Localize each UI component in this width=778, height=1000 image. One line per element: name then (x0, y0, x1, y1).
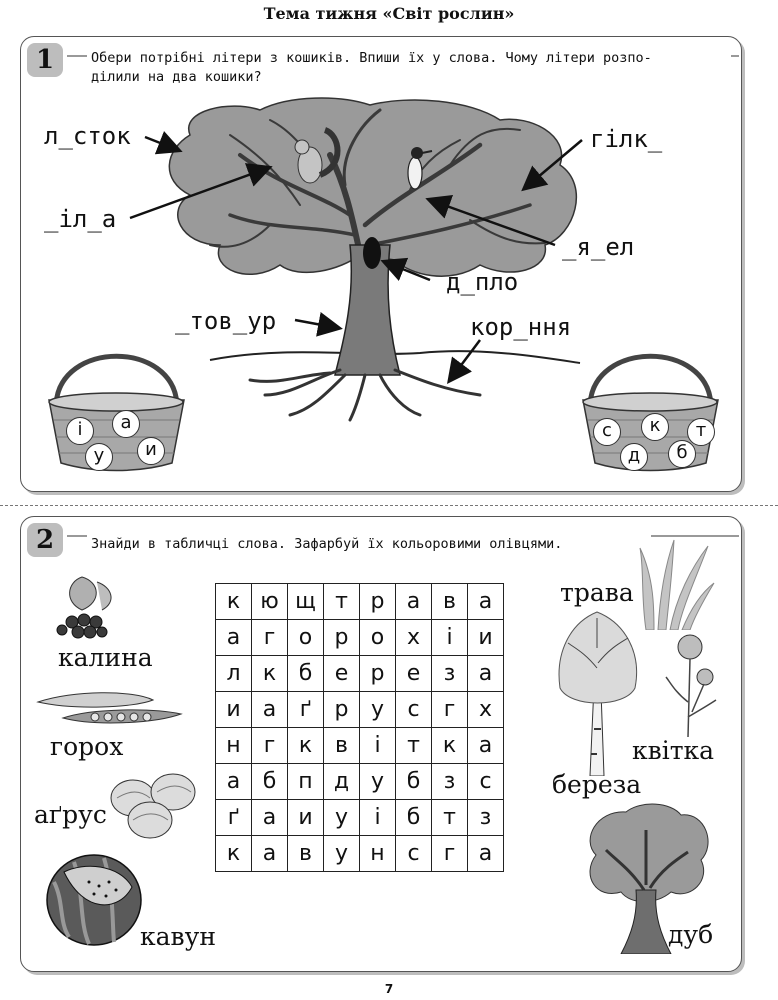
label-horokh: горох (50, 732, 124, 761)
page-header: Тема тижня «Світ рослин» (263, 4, 515, 23)
word-yayel: _я_ел (562, 233, 635, 261)
grid-cell[interactable]: с (396, 692, 432, 728)
basket-left-icon (44, 345, 189, 475)
task-1-number: 1 (27, 43, 63, 77)
grid-row (216, 584, 504, 620)
grid-row (216, 836, 504, 872)
letter-chip[interactable]: і (66, 417, 94, 445)
grid-cell[interactable]: р (324, 692, 360, 728)
word-search-grid (215, 583, 504, 872)
grid-cell[interactable]: а (468, 656, 504, 692)
task-2-instruction: Знайди в табличці слова. Зафарбуй їх кольоровими олівцями. (87, 535, 651, 554)
grid-cell[interactable]: а (396, 584, 432, 620)
word-stovbur: _тов_ур (175, 307, 277, 335)
task-2-number: 2 (27, 523, 63, 557)
word-listok: л_сток (44, 122, 131, 150)
word-duplo: д_пло (446, 268, 519, 296)
grid-cell[interactable]: е (396, 656, 432, 692)
grid-row (216, 728, 504, 764)
grid-cell[interactable]: і (360, 800, 396, 836)
grid-row (216, 764, 504, 800)
pea-pod-icon (33, 690, 183, 730)
grid-cell[interactable]: к (288, 728, 324, 764)
letter-chip[interactable]: с (593, 418, 621, 446)
basket-right-icon (578, 345, 723, 475)
grid-cell[interactable]: р (360, 584, 396, 620)
grid-cell[interactable]: х (396, 620, 432, 656)
grid-cell[interactable]: т (324, 584, 360, 620)
grid-cell[interactable]: б (396, 800, 432, 836)
grid-row (216, 800, 504, 836)
grid-cell[interactable]: щ (288, 584, 324, 620)
word-hilka: гілк_ (590, 125, 663, 153)
grid-cell[interactable]: н (360, 836, 396, 872)
grid-cell[interactable]: е (324, 656, 360, 692)
grid-cell[interactable]: к (252, 656, 288, 692)
grid-cell[interactable]: г (252, 728, 288, 764)
grid-cell[interactable]: а (468, 728, 504, 764)
word-ilka: _іл_а (44, 205, 117, 233)
grid-cell[interactable]: г (432, 692, 468, 728)
word-korinnya: кор_ння (470, 313, 572, 341)
grid-cell[interactable]: к (432, 728, 468, 764)
grid-cell[interactable]: а (216, 764, 252, 800)
label-trava: трава (560, 578, 634, 607)
grid-cell[interactable]: р (360, 656, 396, 692)
grid-row (216, 656, 504, 692)
letter-chip[interactable]: а (112, 410, 140, 438)
grid-cell[interactable]: л (216, 656, 252, 692)
grid-cell[interactable]: к (216, 584, 252, 620)
grass-icon (636, 538, 716, 630)
flower-icon (660, 632, 720, 737)
label-kavun: кавун (140, 922, 216, 951)
letter-chip[interactable]: к (641, 413, 669, 441)
grid-cell[interactable]: ґ (216, 800, 252, 836)
letter-chip[interactable]: б (668, 440, 696, 468)
grid-cell[interactable]: п (288, 764, 324, 800)
grid-cell[interactable]: о (360, 620, 396, 656)
watermelon-icon (44, 852, 144, 948)
grid-cell[interactable]: г (432, 836, 468, 872)
letter-chip[interactable]: д (620, 443, 648, 471)
grid-cell[interactable]: г (252, 620, 288, 656)
letter-chip[interactable]: и (137, 437, 165, 465)
grid-cell[interactable]: а (252, 836, 288, 872)
grid-cell[interactable]: н (216, 728, 252, 764)
grid-cell[interactable]: б (396, 764, 432, 800)
grid-cell[interactable]: к (216, 836, 252, 872)
grid-cell[interactable]: и (288, 800, 324, 836)
grid-cell[interactable]: в (324, 728, 360, 764)
grid-cell[interactable]: в (288, 836, 324, 872)
grid-cell[interactable]: у (360, 764, 396, 800)
instruction-line-1: Обери потрібні літери з кошиків. Впиши їх у слова. Чому літери розпо- (91, 50, 652, 66)
gooseberry-icon (105, 770, 200, 840)
grid-cell[interactable]: б (288, 656, 324, 692)
grid-cell[interactable]: с (468, 764, 504, 800)
grid-cell[interactable]: а (216, 620, 252, 656)
grid-cell[interactable]: у (324, 800, 360, 836)
birch-icon (550, 608, 645, 776)
grid-cell[interactable]: з (432, 764, 468, 800)
label-bereza: береза (552, 770, 642, 799)
label-dub: дуб (668, 920, 714, 949)
grid-row (216, 692, 504, 728)
instruction-line-2: ділили на два кошики? (91, 69, 262, 85)
label-agrus: аґрус (34, 800, 107, 829)
grid-cell[interactable]: а (468, 584, 504, 620)
grid-cell[interactable]: б (252, 764, 288, 800)
grid-cell[interactable]: с (396, 836, 432, 872)
grid-cell[interactable]: о (288, 620, 324, 656)
grid-cell[interactable]: и (468, 620, 504, 656)
label-kalyna: калина (58, 643, 153, 672)
grid-cell[interactable]: ю (252, 584, 288, 620)
section-divider (0, 505, 778, 506)
grid-row (216, 620, 504, 656)
grid-cell[interactable]: з (468, 800, 504, 836)
grid-cell[interactable]: в (432, 584, 468, 620)
grid-cell[interactable]: у (324, 836, 360, 872)
grid-cell[interactable]: і (432, 620, 468, 656)
grid-cell[interactable]: і (360, 728, 396, 764)
grid-cell[interactable]: ґ (288, 692, 324, 728)
grid-cell[interactable]: р (324, 620, 360, 656)
letter-chip[interactable]: т (687, 418, 715, 446)
grid-cell[interactable]: а (468, 836, 504, 872)
grid-cell[interactable]: з (432, 656, 468, 692)
grid-cell[interactable]: а (252, 692, 288, 728)
page-number: 7 (384, 982, 394, 996)
grid-cell[interactable]: и (216, 692, 252, 728)
grid-cell[interactable]: у (360, 692, 396, 728)
viburnum-icon (52, 572, 120, 644)
label-kvitka: квітка (632, 736, 715, 765)
grid-cell[interactable]: т (396, 728, 432, 764)
letter-chip[interactable]: у (85, 443, 113, 471)
grid-cell[interactable]: х (468, 692, 504, 728)
grid-cell[interactable]: д (324, 764, 360, 800)
grid-cell[interactable]: а (252, 800, 288, 836)
grid-cell[interactable]: т (432, 800, 468, 836)
